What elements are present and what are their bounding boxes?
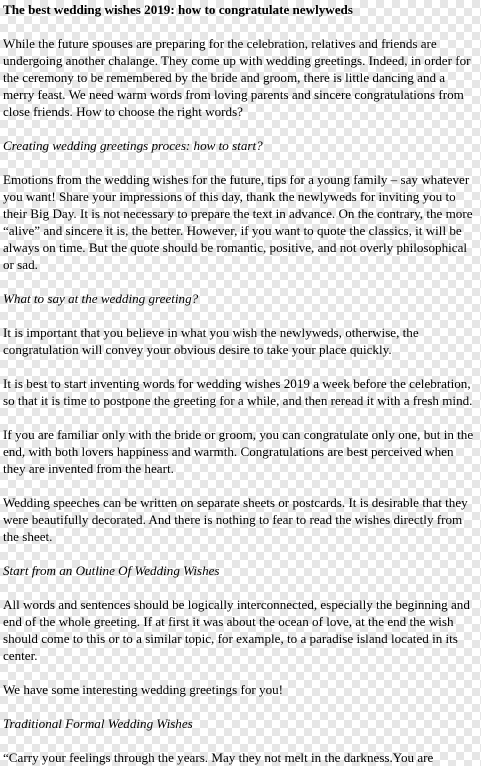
paragraph-emotions: Emotions from the wedding wishes for the future, tips for a young family – say whatever you want! Share your impressions of this day, thank the newlyweds for inviting you to their Big Day. It is not necessary to prepare the text in advance. On the contrary, the more “alive” and sincere it is, the better. However, if you want to quote the classics, it will be always on time. But the quote should be romantic, positive, and not overly philosophical or sad. — [3, 172, 473, 272]
paragraph-intro: While the future spouses are preparing for the celebration, relatives and friends are undergoing another chalange. They come up with wedding greetings. Indeed, in order for the ceremony to be remembered by the bride and groom, there is little dancing and a merry feast. We need warm words from loving parents and sincere congratulations from close friends. How to choose the right words? — [3, 36, 471, 119]
section-heading-what-to-say: What to say at the wedding greeting? — [3, 291, 199, 306]
paragraph-familiar-bride-groom: If you are familiar only with the bride or groom, you can congratulate only one, but in the end, with both lovers happiness and warmth. Congratulations are best perceived when they are invented from the heart. — [3, 427, 474, 476]
document — [3, 1, 479, 766]
paragraph-believe: It is important that you believe in what you wish the newlyweds, otherwise, the congratulation will convey your obvious desire to take your place quickly. — [3, 325, 419, 357]
document-title: The best wedding wishes 2019: how to congratulate newlyweds — [3, 2, 353, 17]
paragraph-separate-sheets: Wedding speeches can be written on separate sheets or postcards. It is desirable that they were beautifully decorated. And there is nothing to fear to read the wishes directly from the sheet. — [3, 495, 468, 544]
section-heading-traditional: Traditional Formal Wedding Wishes — [3, 716, 193, 731]
section-heading-creating: Creating wedding greetings proces: how to start? — [3, 138, 263, 153]
section-heading-outline: Start from an Outline Of Wedding Wishes — [3, 563, 220, 578]
paragraph-interesting-greetings: We have some interesting wedding greetings for you! — [3, 682, 284, 697]
paragraph-logically-interconnected: All words and sentences should be logically interconnected, especially the beginning and end of the whole greeting. If at first it was about the ocean of love, at the end the wish should come to this or to a similar topic, for example, to a paradise island located in its center. — [3, 597, 470, 663]
paragraph-carry-feelings: “Carry your feelings through the years. May they not melt in the darkness.You are — [3, 750, 434, 765]
paragraph-start-week-before: It is best to start inventing words for wedding wishes 2019 a week before the celebration, so that it is time to postpone the greeting for a while, and then reread it with a fresh mind. — [3, 376, 473, 408]
